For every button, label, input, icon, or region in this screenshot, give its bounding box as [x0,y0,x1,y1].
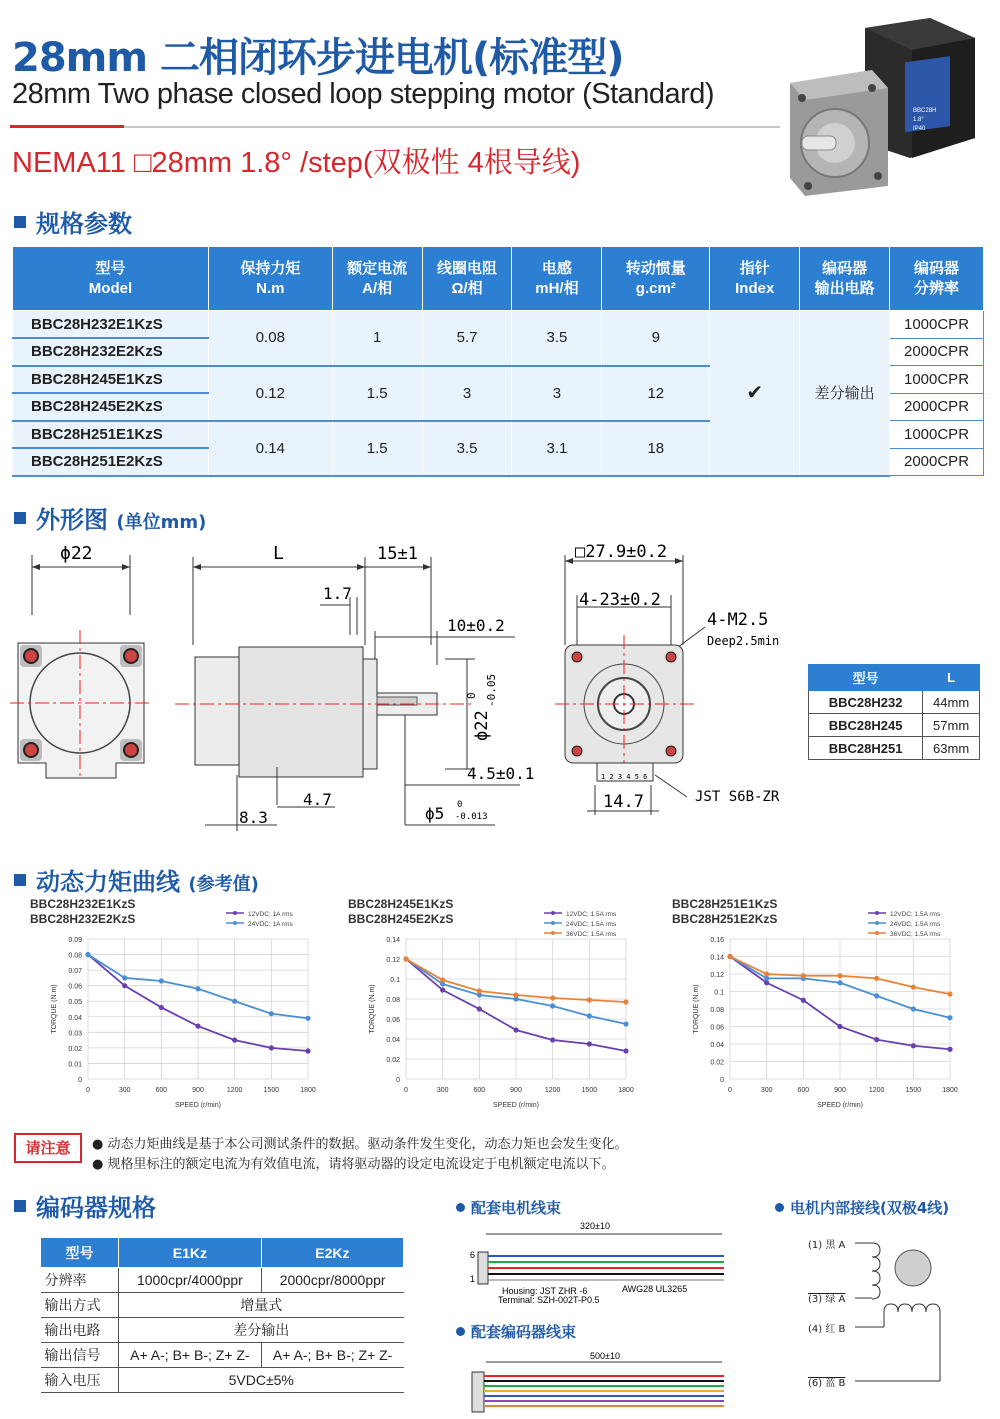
spec-header-inertia: 转动惯量 g.cm² [602,247,710,311]
encoder-header-e2: E2Kz [261,1238,403,1268]
y-tick-label: 0 [720,1077,724,1084]
y-tick-label: 0.06 [386,1017,400,1024]
spec-table [12,246,984,477]
x-tick-label: 600 [473,1087,486,1094]
page-title-cn: 28mm 二相闭环步进电机(标准型) [12,35,624,81]
data-point [513,992,518,997]
section-square-icon [14,1200,26,1212]
data-point [122,975,127,980]
motor-cable-pin-top: 6 [470,1250,476,1260]
wiring-label-a: (1) 黑 A [808,1240,846,1251]
data-point [911,1043,916,1048]
data-point [550,1037,555,1042]
data-point [801,973,806,978]
y-tick-label: 0.1 [714,989,724,997]
data-point [232,1038,237,1043]
y-tick-label: 0.06 [68,983,82,991]
data-point [623,999,628,1004]
data-point [269,1011,274,1016]
table-row: BBC28H245E1KzS 0.12 1.5 3 3 12 1000CPR [13,366,984,394]
chart-1-title-line2: BBC28H232E2KzS [30,912,136,926]
x-tick-label: 0 [728,1087,732,1094]
legend-marker [233,911,237,915]
x-tick-label: 1800 [300,1087,316,1094]
torque-chart-3 [672,897,972,1117]
data-point [727,954,732,959]
x-axis-label: SPEED (r/min) [493,1102,539,1109]
connector-type: JST S6B-ZR [695,789,780,805]
connector-pins: 1 2 3 4 5 6 [601,773,648,781]
data-point [764,971,769,976]
legend-label: 24VDC; 1A rms [248,921,293,928]
x-tick-label: 1800 [618,1087,634,1094]
wiring-title: 电机内部接线(双极4线) [775,1197,949,1218]
data-point [587,1041,592,1046]
encoder-header-model: 型号 [41,1238,119,1268]
drawing-side-view [175,535,535,835]
bullet-icon [456,1327,465,1336]
legend-marker [875,911,879,915]
legend-label: 24VDC; 1.5A rms [566,921,617,928]
spec-header-resolution: 编码器 分辨率 [890,247,984,311]
data-point [874,1037,879,1042]
y-tick-label: 0.04 [386,1037,400,1044]
data-point [837,980,842,985]
chart-2-plot [348,897,648,1117]
data-point [232,999,237,1004]
x-tick-label: 1200 [544,1087,561,1094]
length-header-L: L [923,665,980,691]
dim-d5-tol-dn: -0.013 [455,812,488,822]
dim-1-7: 1.7 [323,584,352,603]
data-point [195,986,200,991]
dim-4-5: 4.5±0.1 [467,764,535,783]
dim-d22-tol-up: 0 [465,692,478,699]
x-tick-label: 300 [760,1087,773,1094]
wiring-label-b-bar: (6) 蓝 B [808,1378,846,1389]
legend-marker [233,921,237,925]
chart-1-title-line1: BBC28H232E1KzS [30,897,136,911]
y-tick-label: 0.08 [386,997,400,1004]
x-tick-label: 0 [86,1087,90,1094]
dim-8-3: 8.3 [239,808,268,827]
page-subtitle: NEMA11 □28mm 1.8° /step(双极性 4根导线) [12,147,581,179]
x-tick-label: 600 [155,1087,168,1094]
y-tick-label: 0 [396,1077,400,1084]
encoder-table [40,1237,404,1393]
y-tick-label: 0 [78,1077,82,1084]
table-row: 输入电压 5VDC±5% [41,1368,404,1393]
spec-header-output: 编码器 输出电路 [800,247,890,311]
table-row: BBC28H232E1KzS 0.08 1 5.7 3.5 9 ✔ 差分输出 1000CPR [13,311,984,339]
table-row: BBC28H232E2KzS 2000CPR [13,338,984,366]
notice-line-2: ● 规格里标注的额定电流为有效值电流，请将驱动器的设定电流设定于电机额定电流以下。 [92,1157,615,1172]
dim-d22: ϕ22 [60,543,93,564]
y-tick-label: 0.12 [710,972,724,979]
data-point [159,978,164,983]
drawing-rear-view [10,535,150,780]
motor-cable-length: 320±10 [580,1221,610,1231]
dim-L: L [273,543,284,564]
y-tick-label: 0.08 [710,1007,724,1014]
table-row: BBC28H251E2KzS 2000CPR [13,448,984,476]
y-tick-label: 0.01 [68,1061,82,1069]
encoder-header-e1: E1Kz [119,1238,262,1268]
page-title-en: 28mm Two phase closed loop stepping motor (Standard) [12,78,715,110]
dim-d22-pilot: ϕ22 [472,710,492,741]
y-tick-label: 0.05 [68,999,82,1007]
spec-header-index: 指针 Index [710,247,800,311]
x-tick-label: 900 [510,1087,522,1094]
data-point [947,992,952,997]
x-tick-label: 1800 [942,1087,958,1094]
x-tick-label: 0 [404,1087,408,1094]
chart-1-plot [30,897,330,1117]
motor-cable-housing: Housing: JST ZHR -6 [502,1286,588,1296]
spec-header-inductance: 电感 mH/相 [512,247,602,311]
notice-line-1: ● 动态力矩曲线是基于本公司测试条件的数据。驱动条件发生变化，动态力矩也会发生变化。 [92,1137,628,1152]
motor-cable-terminal: Terminal: SZH-002T-P0.5 [498,1295,600,1305]
x-axis-label: SPEED (r/min) [175,1102,221,1109]
spec-header-model: 型号 Model [13,247,209,311]
table-row: 输出信号 A+ A-; B+ B-; Z+ Z- A+ A-; B+ B-; Z+ Z- [41,1343,404,1368]
dim-15: 15±1 [377,544,418,564]
data-point [513,1027,518,1032]
legend-marker [551,911,555,915]
chart-3-title-line1: BBC28H251E1KzS [672,897,778,911]
motor-label-line1: BBC28H [913,108,937,114]
legend-marker [875,921,879,925]
motor-cable-title: 配套电机线束 [456,1197,561,1218]
x-tick-label: 1500 [581,1087,598,1094]
table-row: BBC28H245E2KzS 2000CPR [13,393,984,421]
dim-23: 4-23±0.2 [579,590,661,610]
wiring-label-b: (4) 红 B [808,1324,846,1335]
motor-cable-drawing [462,1218,742,1313]
data-point [623,1021,628,1026]
table-row: BBC28H251 63mm [809,737,980,760]
legend-label: 12VDC; 1.5A rms [890,911,941,918]
data-point [587,997,592,1002]
y-tick-label: 0.03 [68,1030,82,1038]
data-point [440,987,445,992]
section-square-icon [14,874,26,886]
notice-badge: 请注意 [14,1133,82,1163]
y-tick-label: 0.04 [68,1014,82,1022]
spec-header-resistance: 线圈电阻 Ω/相 [422,247,512,311]
data-point [550,995,555,1000]
drawing-section-title: 外形图 (单位mm) [14,500,206,535]
y-tick-label: 0.07 [68,968,82,976]
torque-chart-1 [30,897,330,1117]
y-tick-label: 0.08 [68,952,82,960]
y-tick-label: 0.1 [390,977,400,984]
legend-label: 36VDC; 1.5A rms [566,931,617,938]
output-circuit: 差分输出 [800,311,890,476]
torque-section-title: 动态力矩曲线 (参考值) [14,862,259,897]
data-point [305,1048,310,1053]
length-header-model: 型号 [809,665,923,691]
length-table [808,664,980,760]
y-tick-label: 0.02 [710,1059,724,1067]
data-point [837,1024,842,1029]
data-point [269,1045,274,1050]
section-square-icon [14,216,26,228]
motor-label-line2: 1.8° [913,117,924,123]
x-tick-label: 900 [192,1087,204,1094]
legend-label: 12VDC; 1.5A rms [566,911,617,918]
title-divider-accent [10,125,124,128]
bullet-icon [775,1203,784,1212]
dim-10: 10±0.2 [447,616,505,635]
y-tick-label: 0.14 [386,937,400,944]
data-point [122,983,127,988]
data-point [195,1024,200,1029]
dim-14-7: 14.7 [603,792,644,812]
y-tick-label: 0.02 [386,1057,400,1064]
dim-d5-tol-up: 0 [457,800,463,810]
wiring-diagram [850,1236,990,1396]
wiring-label-a-bar: (3) 绿 A [808,1294,846,1305]
data-point [911,1006,916,1011]
dim-m25: 4-M2.5 [707,610,769,630]
data-point [587,1013,592,1018]
data-point [477,1006,482,1011]
y-axis-label: TORQUE (N.m) [51,984,58,1034]
data-point [440,977,445,982]
y-tick-label: 0.06 [710,1024,724,1032]
x-tick-label: 300 [436,1087,449,1094]
dim-sq27: □27.9±0.2 [575,542,668,562]
data-point [305,1016,310,1021]
encoder-cable-drawing [462,1346,742,1416]
chart-2-title-line1: BBC28H245E1KzS [348,897,454,911]
torque-chart-2 [348,897,648,1117]
y-axis-label: TORQUE (N.m) [369,984,376,1034]
data-point [403,956,408,961]
chart-3-title-line2: BBC28H251E2KzS [672,912,778,926]
data-point [947,1015,952,1020]
data-point [623,1048,628,1053]
drawing-front-view [555,535,805,820]
legend-marker [551,921,555,925]
x-tick-label: 1500 [905,1087,922,1094]
motor-photo [780,8,990,198]
data-point [550,1003,555,1008]
data-point [477,988,482,993]
legend-marker [875,931,879,935]
encoder-cable-title: 配套编码器线束 [456,1321,576,1342]
spec-section-title: 规格参数 [14,204,132,239]
y-tick-label: 0.14 [710,954,724,962]
x-axis-label: SPEED (r/min) [817,1102,863,1109]
legend-marker [551,931,555,935]
motor-cable-pin-bottom: 1 [470,1274,476,1284]
x-tick-label: 900 [834,1087,846,1094]
x-tick-label: 1200 [868,1087,885,1094]
x-tick-label: 1200 [226,1087,243,1094]
encoder-cable-length: 500±10 [590,1351,620,1361]
table-row: BBC28H245 57mm [809,714,980,737]
table-row: 输出方式 增量式 [41,1293,404,1318]
data-point [159,1005,164,1010]
x-tick-label: 1500 [263,1087,280,1094]
data-point [85,952,90,957]
table-row: 输出电路 差分输出 [41,1318,404,1343]
table-row: BBC28H251E1KzS 0.14 1.5 3.5 3.1 18 1000CPR [13,421,984,449]
encoder-section-title: 编码器规格 [14,1188,156,1223]
section-square-icon [14,512,26,524]
spec-header-torque: 保持力矩 N.m [208,247,332,311]
dim-d22-tol-dn: -0.05 [485,673,498,707]
y-axis-label: TORQUE (N.m) [693,984,700,1034]
title-divider [10,126,780,128]
y-tick-label: 0.16 [710,937,724,944]
legend-label: 12VDC; 1A rms [248,911,293,918]
data-point [947,1047,952,1052]
legend-label: 24VDC; 1.5A rms [890,921,941,928]
data-point [874,976,879,981]
chart-2-title-line2: BBC28H245E2KzS [348,912,454,926]
table-row: BBC28H232 44mm [809,691,980,714]
table-row: 分辨率 1000cpr/4000ppr 2000cpr/8000ppr [41,1268,404,1293]
motor-label-line3: IP40 [913,126,926,132]
data-point [801,998,806,1003]
chart-3-plot [672,897,972,1117]
x-tick-label: 600 [797,1087,810,1094]
bullet-icon [456,1203,465,1212]
dim-deep: Deep2.5min [707,634,780,648]
y-tick-label: 0.04 [710,1042,724,1049]
y-tick-label: 0.09 [68,937,82,944]
legend-label: 36VDC; 1.5A rms [890,931,941,938]
data-point [911,985,916,990]
dim-d5: ϕ5 [425,804,445,823]
y-tick-label: 0.02 [68,1045,82,1053]
y-tick-label: 0.12 [386,957,400,964]
index-check-icon: ✔ [710,311,800,476]
spec-header-current: 额定电流 A/相 [332,247,422,311]
data-point [874,993,879,998]
data-point [837,973,842,978]
x-tick-label: 300 [118,1087,131,1094]
motor-cable-wire: AWG28 UL3265 [622,1284,688,1294]
dim-4-7: 4.7 [303,790,332,809]
